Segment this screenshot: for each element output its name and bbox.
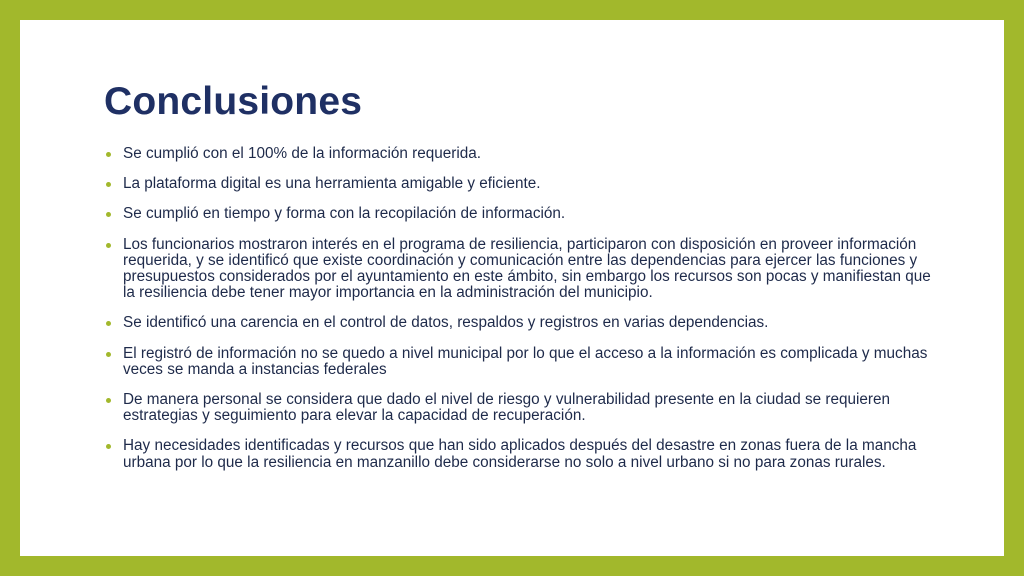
bullet-item [104, 438, 934, 470]
bullet-text: El registró de información no se quedo a nivel municipal por lo que el acceso a la información es complicada y muchas veces se manda a instancias federales [123, 344, 928, 378]
bullet-text: Se cumplió en tiempo y forma con la recopilación de información. [123, 205, 566, 223]
bullet-text: De manera personal se considera que dado el nivel de riesgo y vulnerabilidad presente en la ciudad se requieren estrategias y seguimiento para elevar la capacidad de recuperación. [123, 391, 891, 425]
bullet-item [104, 315, 934, 331]
bullet-dot-icon [106, 152, 111, 157]
bullet-dot-icon [106, 398, 111, 403]
slide-title: Conclusiones [104, 80, 363, 123]
bullet-item [104, 176, 934, 192]
bullet-list [104, 146, 934, 485]
bullet-dot-icon [106, 444, 111, 449]
bullet-text: Se cumplió con el 100% de la información requerida. [123, 145, 481, 162]
bullet-item [104, 237, 934, 302]
bullet-text: Se identificó una carencia en el control de datos, respaldos y registros en varias dependencias. [123, 314, 769, 332]
bullet-item [104, 346, 934, 378]
bullet-text: Los funcionarios mostraron interés en el programa de resiliencia, participaron con disposición en proveer información requerida, y se identificó que existe coordinación y comunicación entre las dependencias para ejercer las funciones y presupuestos considerados por el ayuntamiento en este ámbito, sin embargo los recursos son pocas y manifiestan que la resiliencia debe tener mayor importancia en la administración del municipio. [123, 235, 931, 302]
bullet-dot-icon [106, 212, 111, 217]
slide-canvas [20, 20, 1004, 556]
bullet-dot-icon [106, 321, 111, 326]
bullet-item [104, 392, 934, 424]
bullet-dot-icon [106, 243, 111, 248]
bullet-text: Hay necesidades identificadas y recursos que han sido aplicados después del desastre en zonas fuera de la mancha urbana por lo que la resiliencia en manzanillo debe considerarse no solo a nivel urbano si no para zonas rurales. [123, 437, 917, 471]
bullet-text: La plataforma digital es una herramienta amigable y eficiente. [123, 175, 541, 193]
bullet-item [104, 146, 934, 162]
bullet-dot-icon [106, 182, 111, 187]
bullet-dot-icon [106, 352, 111, 357]
bullet-item [104, 206, 934, 222]
